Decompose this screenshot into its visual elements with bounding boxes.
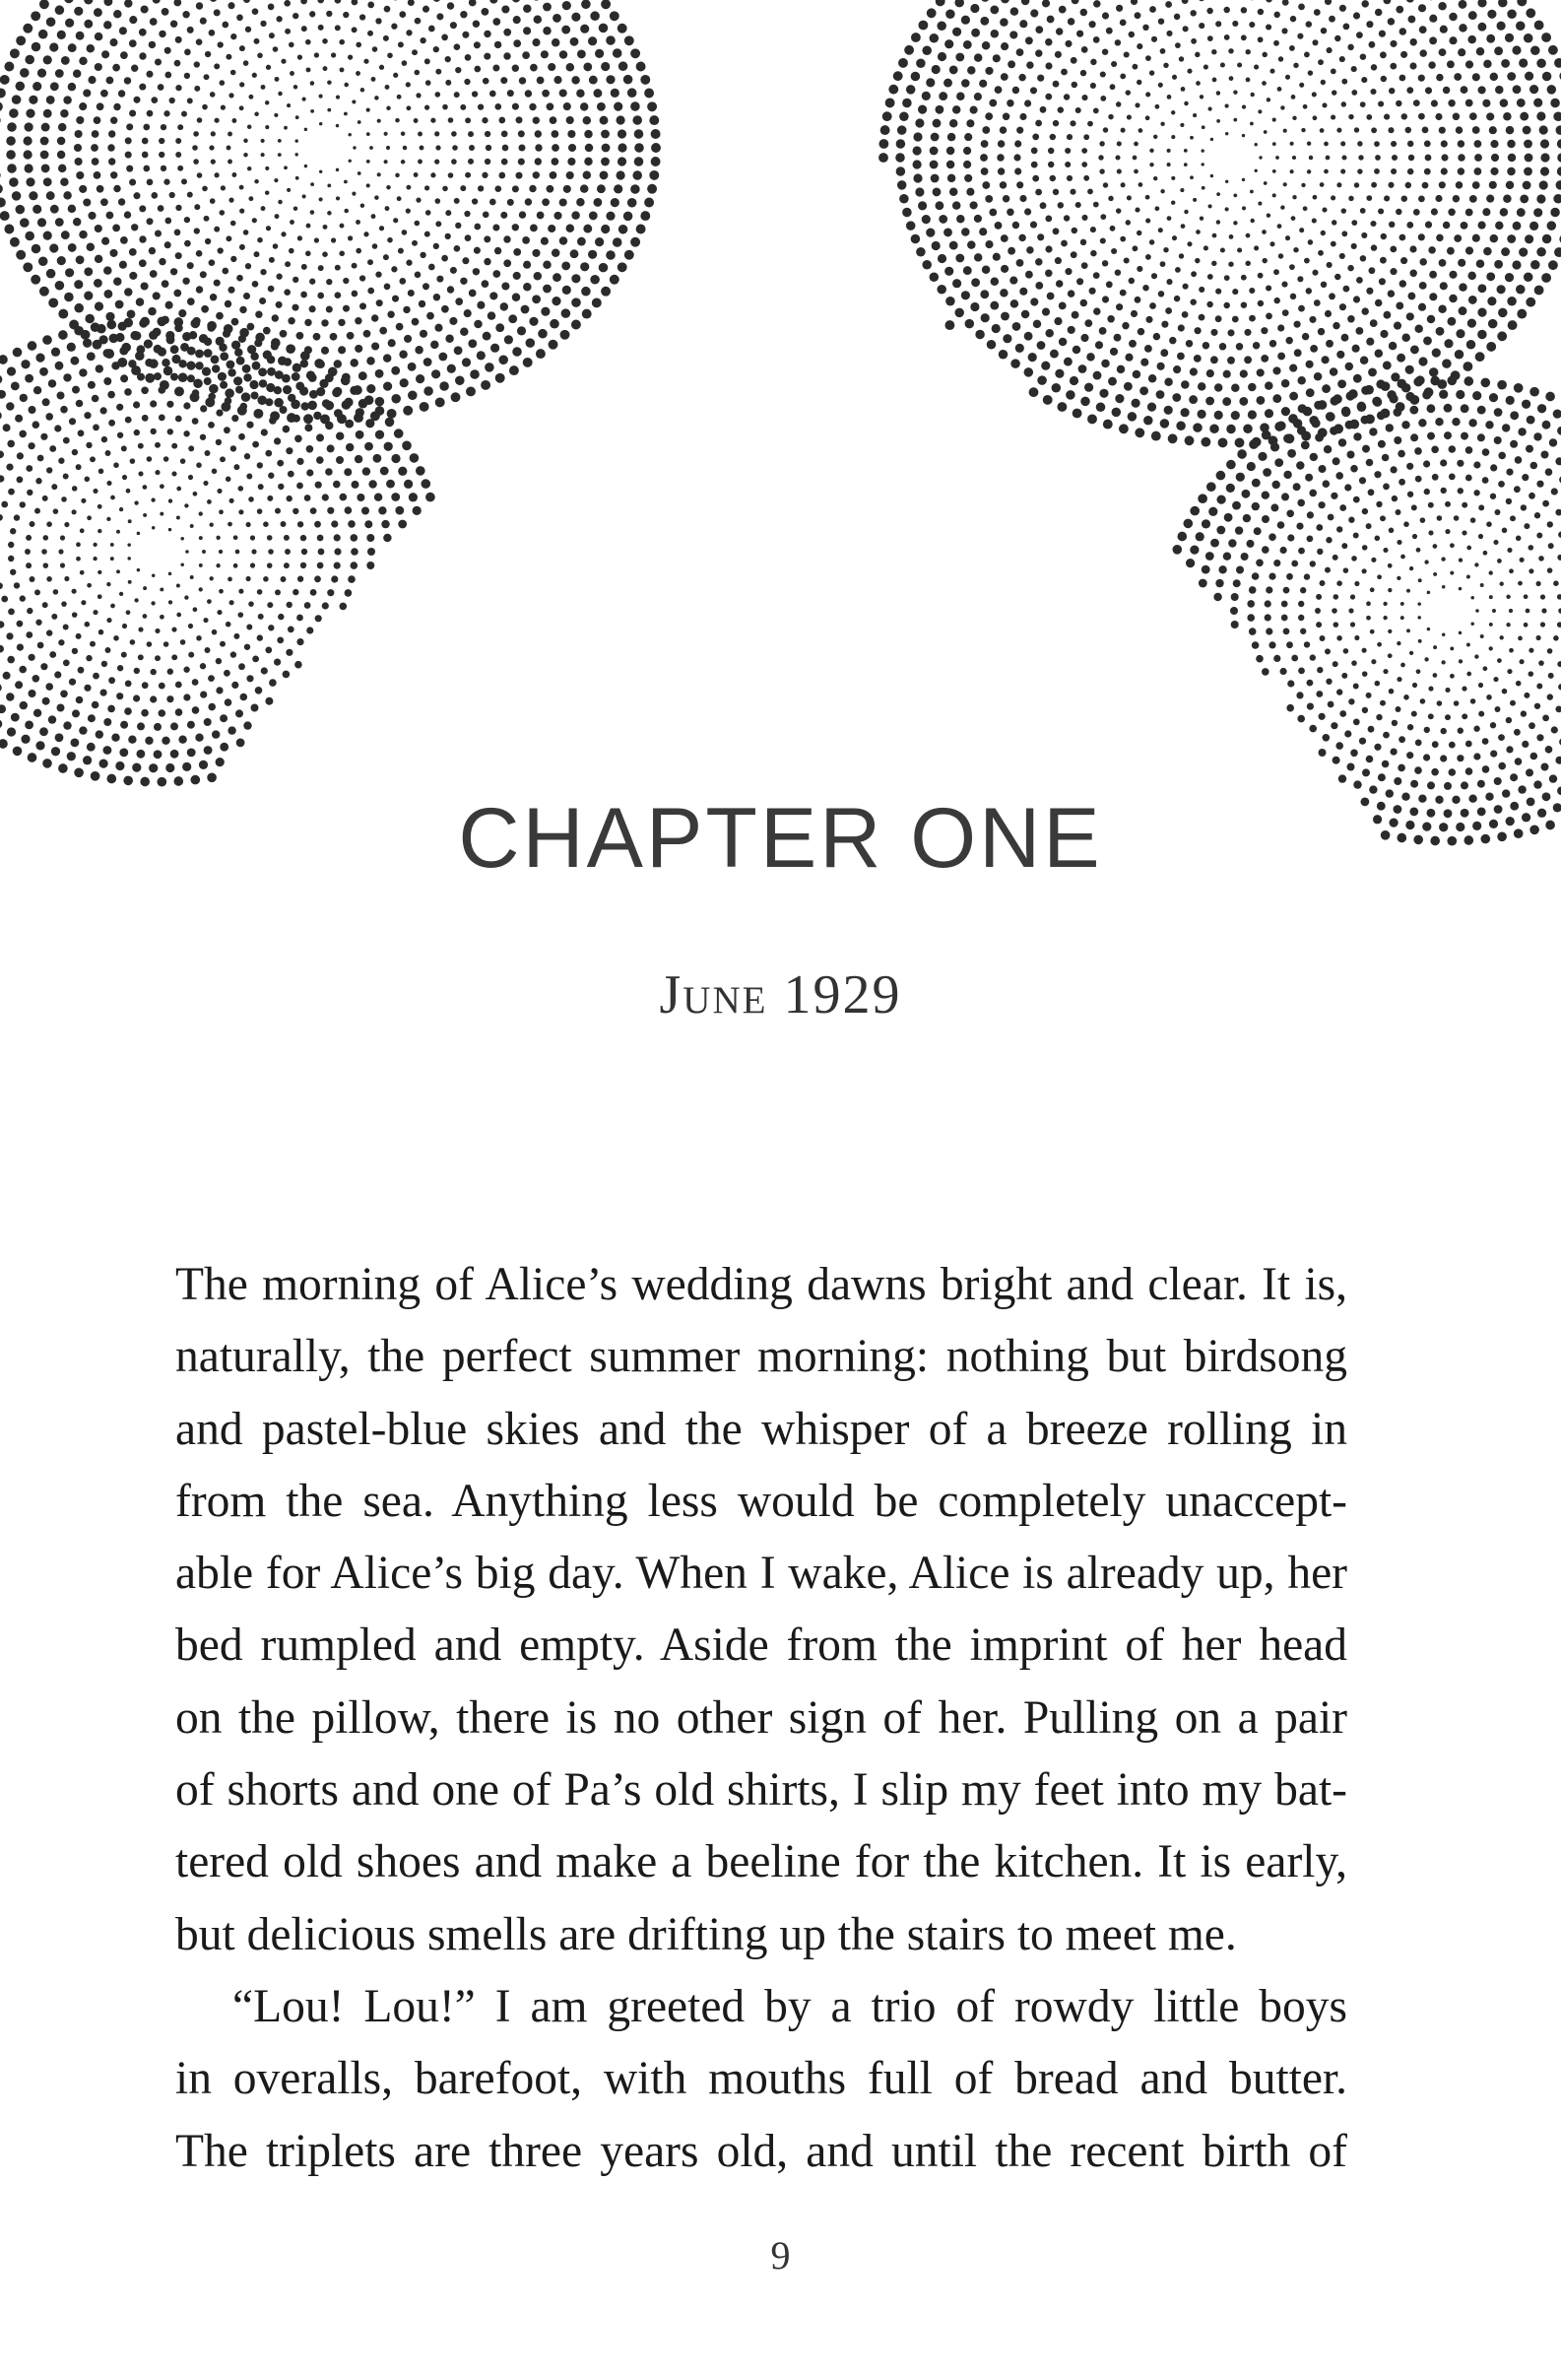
text-line: in overalls, barefoot, with mouths full of bread and butter. bbox=[175, 2053, 1347, 2105]
paragraph-2 bbox=[175, 1971, 1347, 2188]
dotted-circle-ornament bbox=[0, 0, 1561, 1133]
text-line: tered old shoes and make a beeline for the kitchen. It is early, bbox=[175, 1836, 1347, 1888]
text-line: of shorts and one of Pa’s old shirts, I slip my feet into my bat- bbox=[175, 1764, 1347, 1817]
text-line: but delicious smells are drifting up the stairs to meet me. bbox=[175, 1908, 1237, 1960]
text-line: able for Alice’s big day. When I wake, Alice is already up, her bbox=[175, 1548, 1347, 1600]
page-number: 9 bbox=[770, 2233, 791, 2278]
text-line: from the sea. Anything less would be completely unaccept- bbox=[175, 1475, 1347, 1527]
text-line: bed rumpled and empty. Aside from the imprint of her head bbox=[175, 1620, 1347, 1672]
text-line: The triplets are three years old, and until the recent birth of bbox=[175, 2125, 1347, 2177]
paragraph-1 bbox=[175, 1249, 1347, 1971]
body-text bbox=[175, 1249, 1347, 2188]
text-line: and pastel-blue skies and the whisper of a breeze rolling in bbox=[175, 1403, 1347, 1455]
text-line: “Lou! Lou!” I am greeted by a trio of rowdy little boys bbox=[232, 1980, 1347, 2032]
text-line: on the pillow, there is no other sign of her. Pulling on a pair bbox=[175, 1691, 1347, 1744]
text-line: The morning of Alice’s wedding dawns bright and clear. It is, bbox=[175, 1259, 1347, 1310]
text-line: naturally, the perfect summer morning: nothing but birdsong bbox=[175, 1331, 1347, 1383]
chapter-title: CHAPTER ONE bbox=[458, 791, 1103, 886]
chapter-date: June 1929 bbox=[659, 964, 902, 1025]
